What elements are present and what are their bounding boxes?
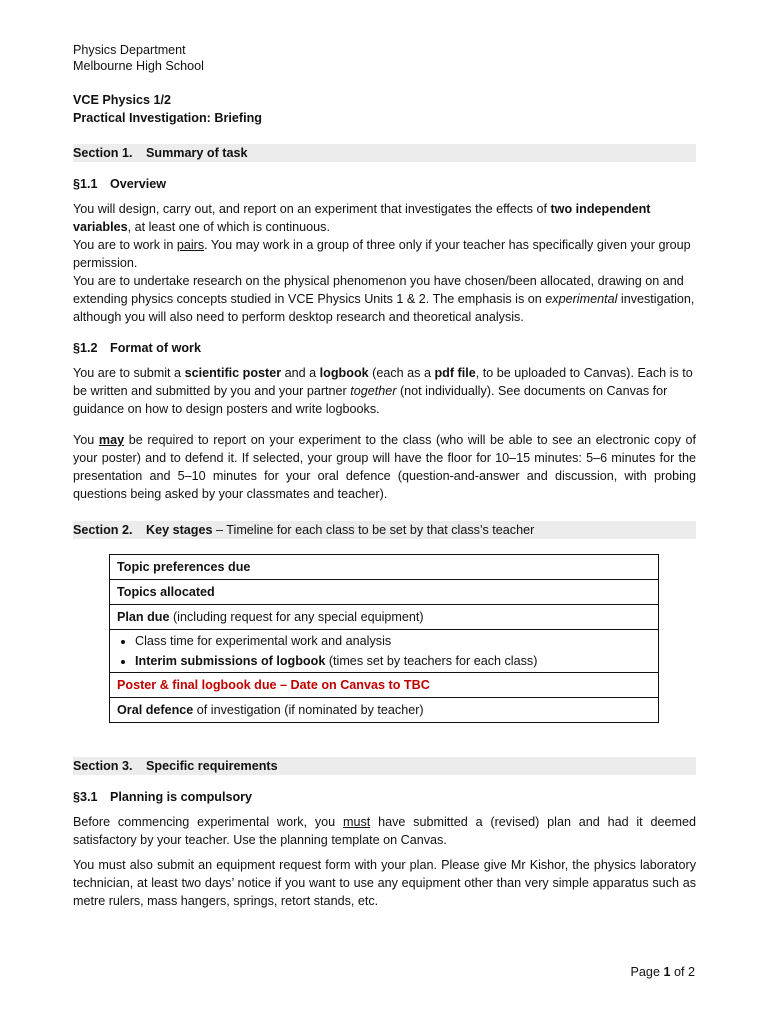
- table-row: [110, 673, 659, 698]
- italic-run: together: [350, 384, 397, 398]
- title-block: [73, 91, 696, 127]
- text-run: , to be uploaded to Canvas). Each is to be written and submitted by you and your partner: [73, 366, 693, 398]
- format-para-2: [73, 431, 696, 503]
- subsection-1-1-heading: [73, 175, 696, 193]
- table-cell: [110, 555, 659, 580]
- subsection-1-2-heading: [73, 339, 696, 357]
- overview-para-2: [73, 236, 696, 272]
- stage-label: Topics allocated: [117, 585, 215, 599]
- bold-run: pdf file: [434, 366, 476, 380]
- table-cell: [110, 580, 659, 605]
- planning-para-2: You must also submit an equipment request form with your plan. Please give Mr Kishor, the physics laboratory technician, at least two days’ notice if you want to use any equipment other than very simple apparatus such as metre rulers, mass hangers, springs, retort stands, etc.: [73, 858, 696, 908]
- table-row: [110, 630, 659, 673]
- stage-bullet-list: [117, 631, 651, 671]
- bold-underline-run: may: [98, 433, 125, 447]
- text-run: You are to submit a: [73, 366, 185, 380]
- text-run: have submitted a (revised) plan and had it deemed satisfactory by your teacher. Use the planning template on Canvas.: [73, 815, 696, 847]
- stage-note: (including request for any special equipment): [169, 610, 424, 624]
- section-1-heading: [73, 144, 696, 162]
- department-line: Physics Department: [73, 43, 186, 57]
- subsection-title: Overview: [110, 177, 167, 191]
- text-run: Before commencing experimental work, you: [73, 815, 343, 829]
- text-run: You are to work in: [73, 238, 177, 252]
- bold-run: scientific poster: [184, 366, 282, 380]
- table-row: [110, 555, 659, 580]
- school-line: Melbourne High School: [73, 59, 204, 73]
- stage-label: Oral defence: [117, 703, 194, 717]
- subsection-title: Planning is compulsory: [110, 790, 253, 804]
- section-3-heading: [73, 757, 696, 775]
- of-word: of: [670, 965, 688, 979]
- doc-title: Practical Investigation: Briefing: [73, 111, 262, 125]
- text-run: You: [73, 433, 99, 447]
- table-cell: [110, 605, 659, 630]
- section-2-heading: [73, 521, 696, 539]
- table-cell: [110, 630, 659, 673]
- format-para-1: [73, 364, 696, 418]
- section-3-title: Specific requirements: [146, 759, 278, 773]
- section-2-title: Key stages: [146, 523, 213, 537]
- text-run: and a: [281, 366, 320, 380]
- deadline-label: Poster & final logbook due – Date on Canvas to TBC: [117, 678, 430, 692]
- text-run: You will design, carry out, and report on an experiment that investigates the effects of: [73, 202, 551, 216]
- page-footer: [631, 963, 695, 981]
- bold-run: logbook: [319, 366, 369, 380]
- italic-run: experimental: [545, 292, 618, 306]
- planning-para-1: [73, 813, 696, 849]
- stage-label: Plan due: [117, 610, 170, 624]
- stage-note: of investigation (if nominated by teacher): [193, 703, 424, 717]
- subsection-number: §3.1: [73, 790, 98, 804]
- list-item: [135, 651, 651, 671]
- text-run: . You may work in a group of three only if your teacher has specifically given your group permission.: [73, 238, 691, 270]
- list-item: [135, 631, 651, 651]
- text-run: (each as a: [368, 366, 435, 380]
- overview-para-1: [73, 200, 696, 236]
- table-row: [110, 580, 659, 605]
- underline-run: pairs: [176, 238, 205, 252]
- underline-run: must: [342, 815, 371, 829]
- document-page: [73, 42, 696, 910]
- subsection-title: Format of work: [110, 341, 201, 355]
- overview-para-3: [73, 272, 696, 326]
- section-2-subtitle: – Timeline for each class to be set by that class’s teacher: [212, 523, 535, 537]
- bold-run: two independent variables: [73, 202, 651, 234]
- subsection-number: §1.2: [73, 341, 98, 355]
- stage-label: Interim submissions of logbook: [135, 654, 326, 668]
- stage-note: (times set by teachers for each class): [325, 654, 538, 668]
- course-title: VCE Physics 1/2: [73, 93, 172, 107]
- page-number: 1: [663, 965, 671, 979]
- stage-note: Class time for experimental work and analysis: [135, 634, 392, 648]
- text-run: investigation, although you will also need to perform desktop research and theoretical analysis.: [73, 292, 695, 324]
- table-row: [110, 698, 659, 723]
- text-run: You are to undertake research on the physical phenomenon you have chosen/been allocated, drawing on and extending physics concepts studied in VCE Physics Units 1 & 2. The emphasis is on: [73, 274, 684, 306]
- section-2-number: Section 2.: [73, 523, 133, 537]
- subsection-number: §1.1: [73, 177, 98, 191]
- text-run: (not individually). See documents on Canvas for guidance on how to design posters and write logbooks.: [73, 384, 668, 416]
- section-1-number: Section 1.: [73, 146, 133, 160]
- stage-label: Topic preferences due: [117, 560, 251, 574]
- section-3-number: Section 3.: [73, 759, 133, 773]
- page-total: 2: [687, 965, 695, 979]
- page-word: Page: [630, 965, 664, 979]
- text-run: be required to report on your experiment to the class (who will be able to see an electronic copy of your poster) and to defend it. If selected, your group will have the floor for 10–15 minutes: 5–6 minutes for the presentation and 5–10 minutes for your oral defence (question-and-answer and discussion, with probing questions being asked by your classmates and teacher).: [73, 433, 696, 501]
- table-cell: [110, 673, 659, 698]
- table-cell: [110, 698, 659, 723]
- section-1-title: Summary of task: [146, 146, 248, 160]
- subsection-3-1-heading: [73, 788, 696, 806]
- key-stages-table: [109, 554, 659, 723]
- text-run: , at least one of which is continuous.: [127, 220, 330, 234]
- table-row: [110, 605, 659, 630]
